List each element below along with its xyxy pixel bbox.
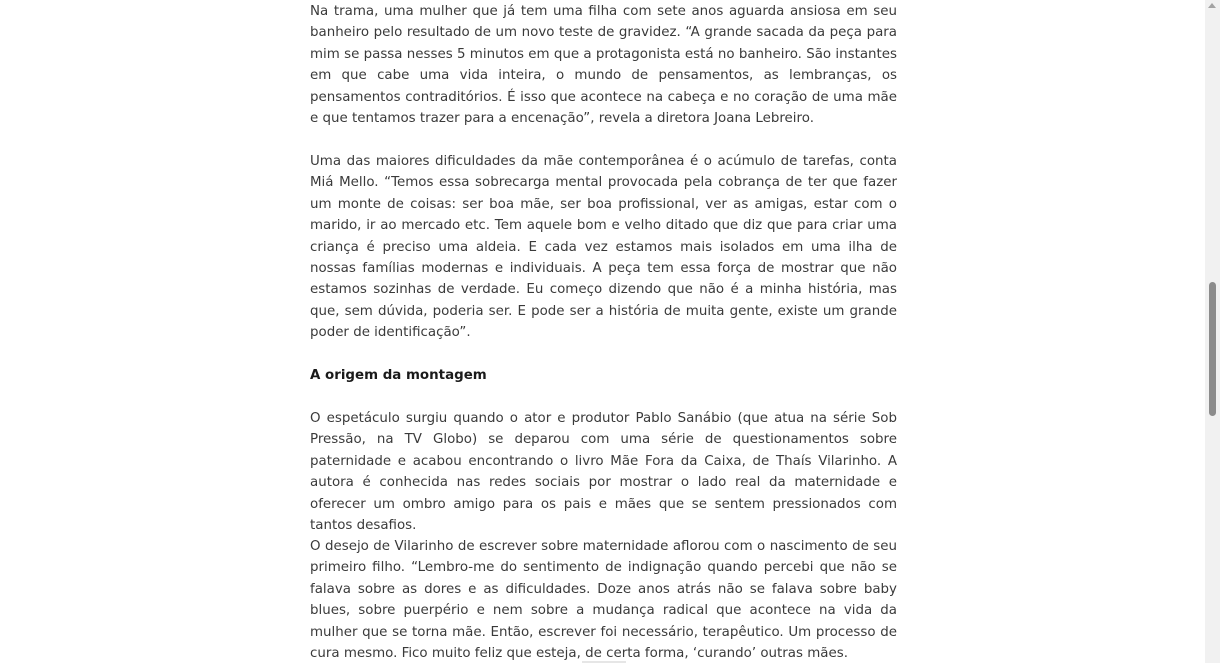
chevron-up-icon[interactable] (1208, 3, 1216, 8)
article-paragraph-3: O espetáculo surgiu quando o ator e produtor Pablo Sanábio (que atua na série Sob Pressão, na TV Globo) se deparou com uma série de questionamentos sobre paternidade e acabou encontrando o livro Mãe Fora da Caixa, de Thaís Vilarinho. A autora é conhecida nas redes sociais por mostrar o lado real da maternidade e oferecer um ombro amigo para os pais e mães que se sentem pressionados com tantos desafios. (310, 411, 897, 534)
section-heading: A origem da montagem (310, 368, 487, 383)
vertical-scrollbar[interactable] (1205, 0, 1220, 663)
article-paragraph-1: Na trama, uma mulher que já tem uma filha com sete anos aguarda ansiosa em seu banheiro pelo resultado de um novo teste de gravidez. “A grande sacada da peça para mim se passa nesses 5 minutos em que a protagonista está no banheiro. São instantes em que cabe uma vida inteira, o mundo de pensamentos, as lembranças, os pensamentos contraditórios. É isso que acontece na cabeça e no coração de uma mãe e que tentamos trazer para a encenação”, revela a diretora Joana Lebreiro. (310, 4, 897, 127)
article-paragraph-2: Uma das maiores dificuldades da mãe contemporânea é o acúmulo de tarefas, conta Miá Mello. “Temos essa sobrecarga mental provocada pela cobrança de ter que fazer um monte de coisas: ser boa mãe, ser boa profissional, ver as amigas, estar com o marido, ir ao mercado etc. Tem aquele bom e velho ditado que diz que para criar uma criança é preciso uma aldeia. E cada vez estamos mais isolados em uma ilha de nossas famílias modernas e individuais. A peça tem essa força de mostrar que não estamos sozinhas de verdade. Eu começo dizendo que não é a minha história, mas que, sem dúvida, poderia ser. E pode ser a história de muita gente, existe um grande poder de identificação”. (310, 154, 897, 341)
article-paragraph-4: O desejo de Vilarinho de escrever sobre maternidade aflorou com o nascimento de seu primeiro filho. “Lembro-me do sentimento de indignação quando percebi que não se falava sobre as dores e as dificuldades. Doze anos atrás não se falava sobre baby blues, sobre puerpério e nem sobre a mudança radical que acontece na vida da mulher que se torna mãe. Então, escrever foi necessário, terapêutico. Um processo de cura mesmo. Fico muito feliz que esteja, de certa forma, ‘curando’ outras mães. (310, 539, 897, 662)
scrollbar-thumb[interactable] (1209, 282, 1216, 416)
